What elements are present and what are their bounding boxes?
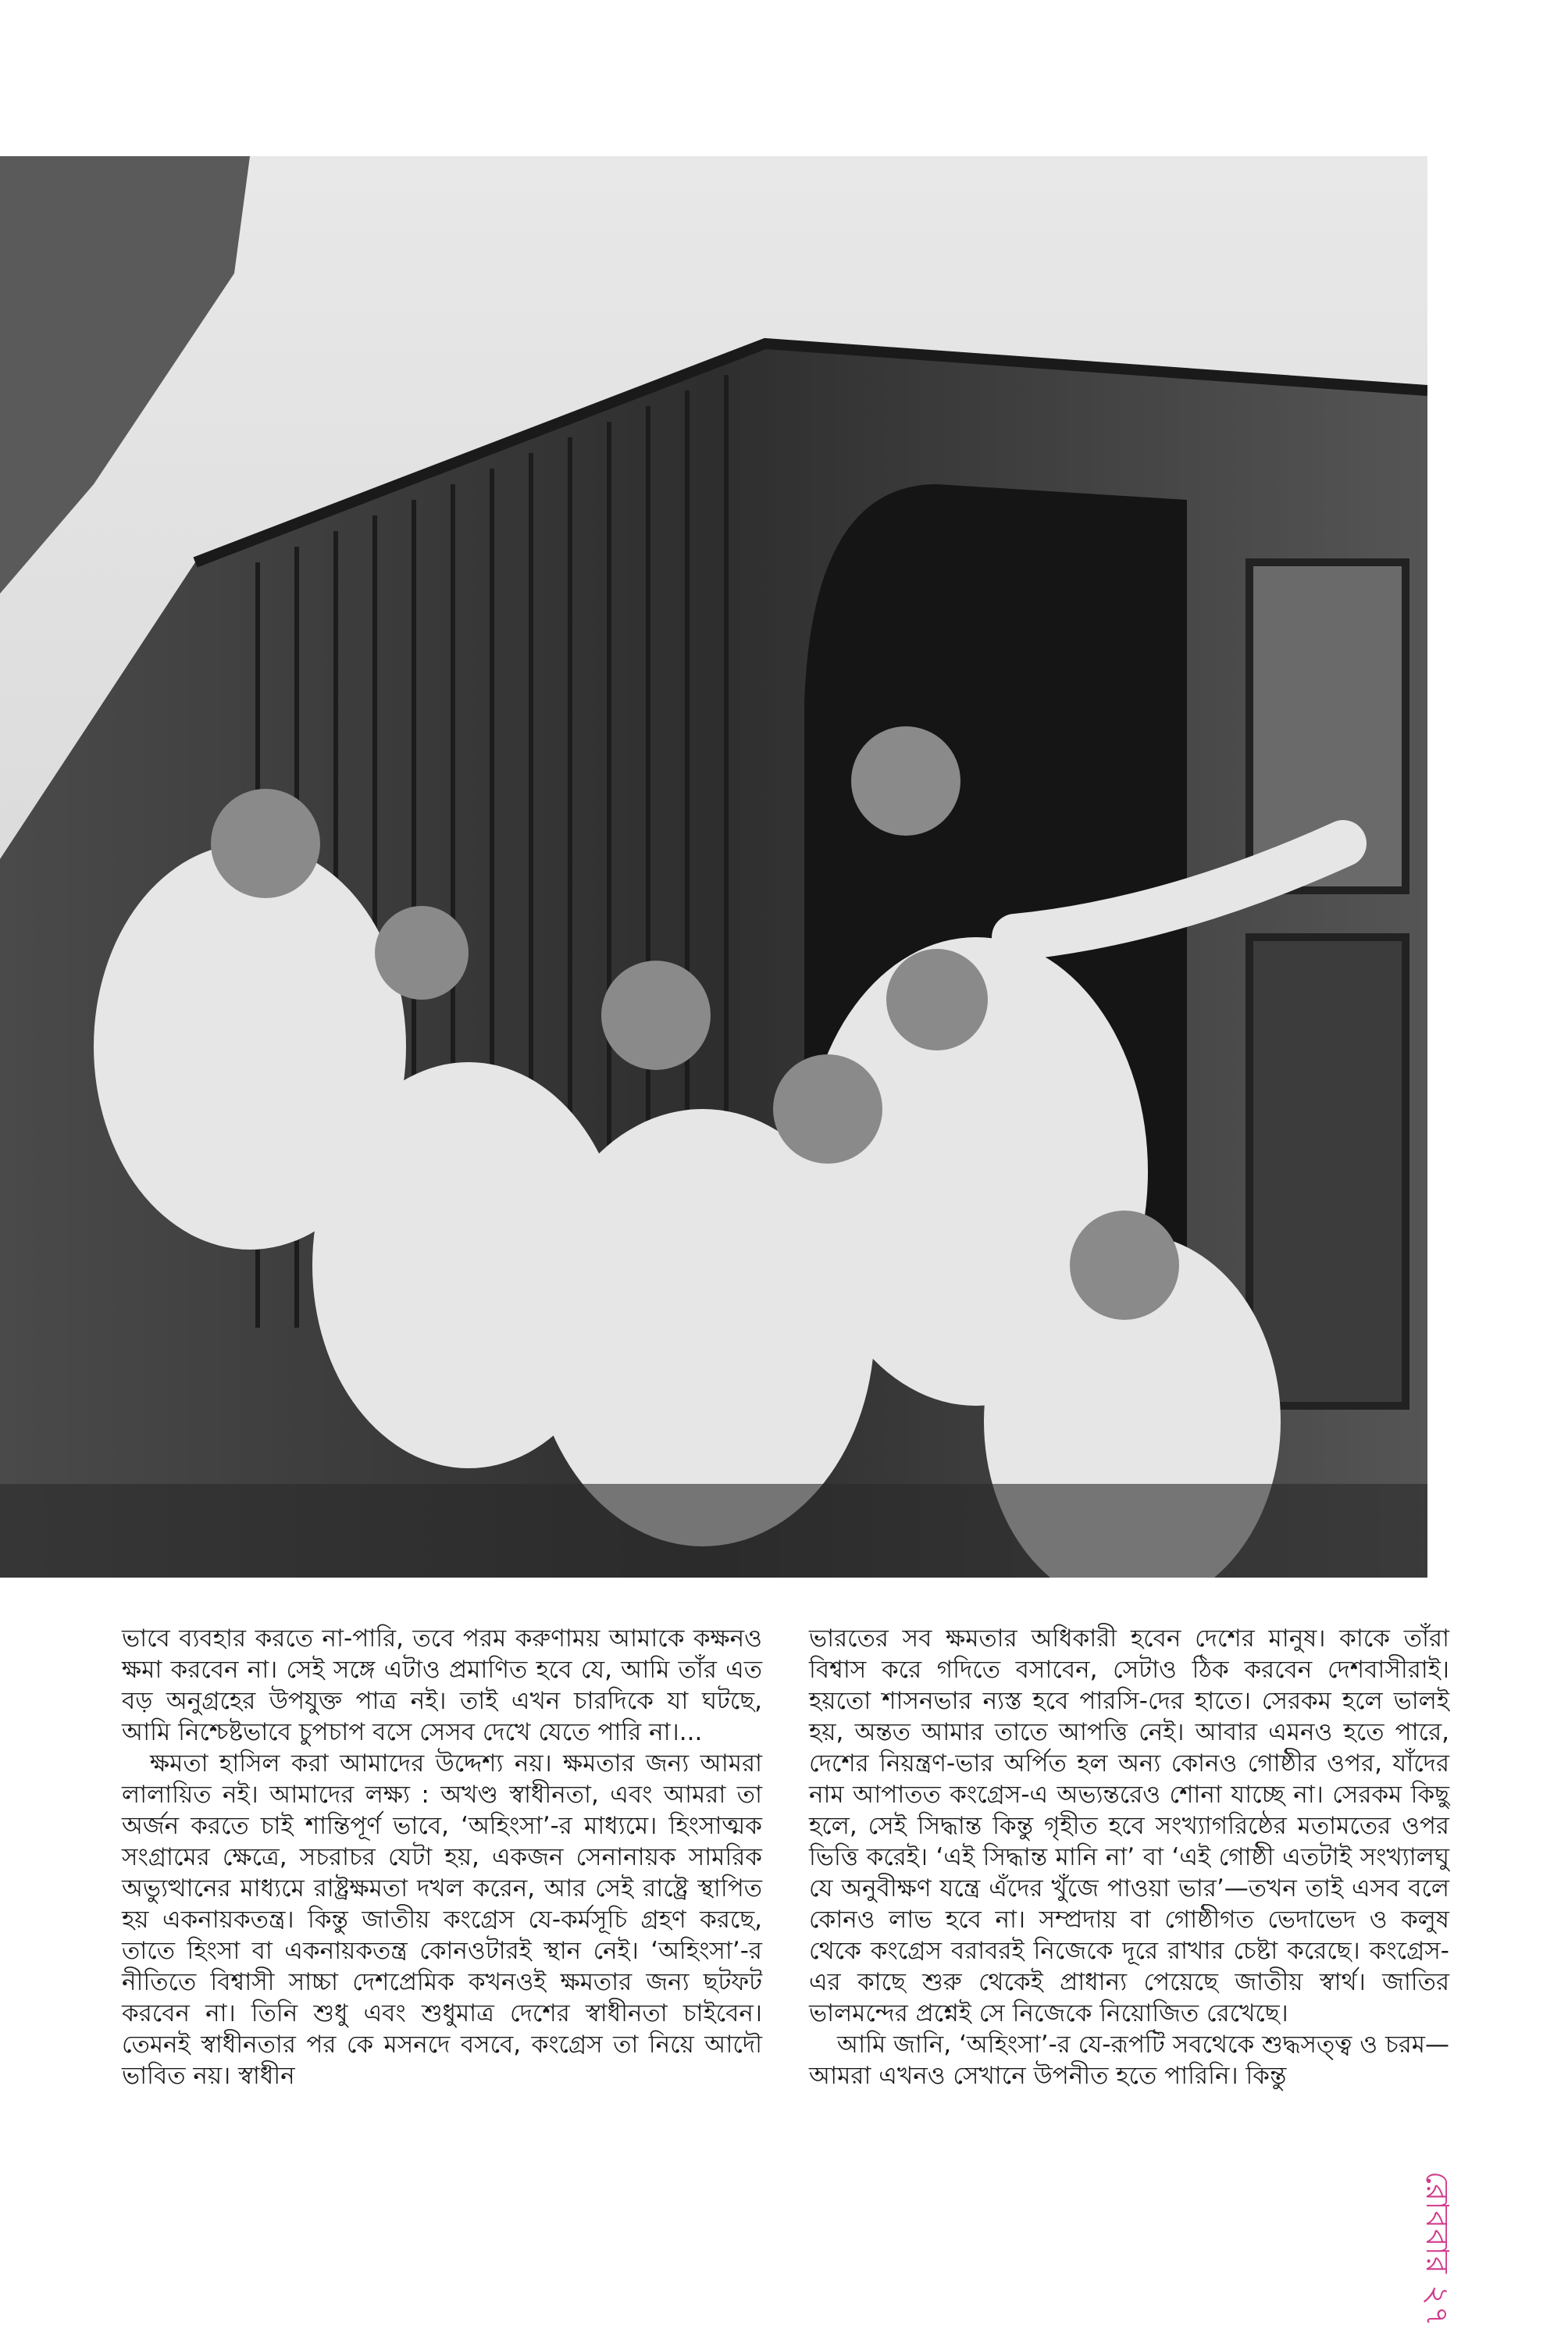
paragraph: আমি জানি, ‘অহিংসা’-র যে-রূপটি সবথেকে শুদ্ধসত্ত্ব ও চরম—আমরা এখনও সেখানে উপনীত হতে পারিনি। কিন্তু	[809, 2031, 1449, 2090]
train-crowd-photo-icon	[0, 156, 1427, 1578]
paragraph: ভাবে ব্যবহার করতে না-পারি, তবে পরম করুণাময় আমাকে কক্ষনও ক্ষমা করবেন না। সেই সঙ্গে এটাও প্রমাণিত হবে যে, আমি তাঁর এত বড় অনুগ্রহের উপযুক্ত পাত্র নই। তাই এখন চারদিকে যা ঘটছে, আমি নিশ্চেষ্টভাবে চুপচাপ বসে সেসব দেখে যেতে পারি না।...	[122, 1624, 762, 1746]
paragraph: ক্ষমতা হাসিল করা আমাদের উদ্দেশ্য নয়। ক্ষমতার জন্য আমরা লালায়িত নই। আমাদের লক্ষ্য : অখণ্ড স্বাধীনতা, এবং আমরা তা অর্জন করতে চাই শান্তিপূর্ণ ভাবে, ‘অহিংসা’-র মাধ্যমে। হিংসাত্মক সংগ্রামের ক্ষেত্রে, সচরাচর যেটা হয়, একজন সেনানায়ক সামরিক অভ্যুত্থানের মাধ্যমে রাষ্ট্রক্ষমতা দখল করেন, আর সেই রাষ্ট্রে স্থাপিত হয় একনায়কতন্ত্র। কিন্তু জাতীয় কংগ্রেস যে-কর্মসূচি গ্রহণ করছে, তাতে হিংসা বা একনায়কতন্ত্র কোনওটারই স্থান নেই। ‘অহিংসা’-র নীতিতে বিশ্বাসী সাচ্চা দেশপ্রেমিক কখনওই ক্ষমতার জন্য ছটফট করবেন না। তিনি শুধু এবং শুধুমাত্র দেশের স্বাধীনতা চাইবেন। তেমনই স্বাধীনতার পর কে মসনদে বসবে, কংগ্রেস তা নিয়ে আদৌ ভাবিত নয়। স্বাধীন	[122, 1749, 762, 2090]
article-column-left	[122, 1623, 762, 2091]
article-column-right	[809, 1623, 1449, 2091]
paragraph: ভারতের সব ক্ষমতার অধিকারী হবেন দেশের মানুষ। কাকে তাঁরা বিশ্বাস করে গদিতে বসাবেন, সেটাও ঠিক করবেন দেশবাসীরাই। হয়তো শাসনভার ন্যস্ত হবে পারসি-দের হাতে। সেরকম হলে ভালই হয়, অন্তত আমার তাতে আপত্তি নেই। আবার এমনও হতে পারে, দেশের নিয়ন্ত্রণ-ভার অর্পিত হল অন্য কোনও গোষ্ঠীর ওপর, যাঁদের নাম আপাতত কংগ্রেস-এ অভ্যন্তরেও শোনা যাচ্ছে না। সেরকম কিছু হলে, সেই সিদ্ধান্ত কিন্তু গৃহীত হবে সংখ্যাগরিষ্ঠের মতামতের ওপর ভিত্তি করেই। ‘এই সিদ্ধান্ত মানি না’ বা ‘এই গোষ্ঠী এতটাই সংখ্যালঘু যে অনুবীক্ষণ যন্ত্রে এঁদের খুঁজে পাওয়া ভার’—তখন তাই এসব বলে কোনও লাভ হবে না। সম্প্রদায় বা গোষ্ঠীগত ভেদাভেদ ও কলুষ থেকে কংগ্রেস বরাবরই নিজেকে দূরে রাখার চেষ্টা করেছে। কংগ্রেস-এর কাছে শুরু থেকেই প্রাধান্য পেয়েছে জাতীয় স্বার্থ। জাতির ভালমন্দের প্রশ্নেই সে নিজেকে নিয়োজিত রেখেছে।	[809, 1624, 1449, 2027]
historical-photo	[0, 156, 1427, 1578]
page-folio: রোববার ২৭	[1419, 2171, 1455, 2327]
